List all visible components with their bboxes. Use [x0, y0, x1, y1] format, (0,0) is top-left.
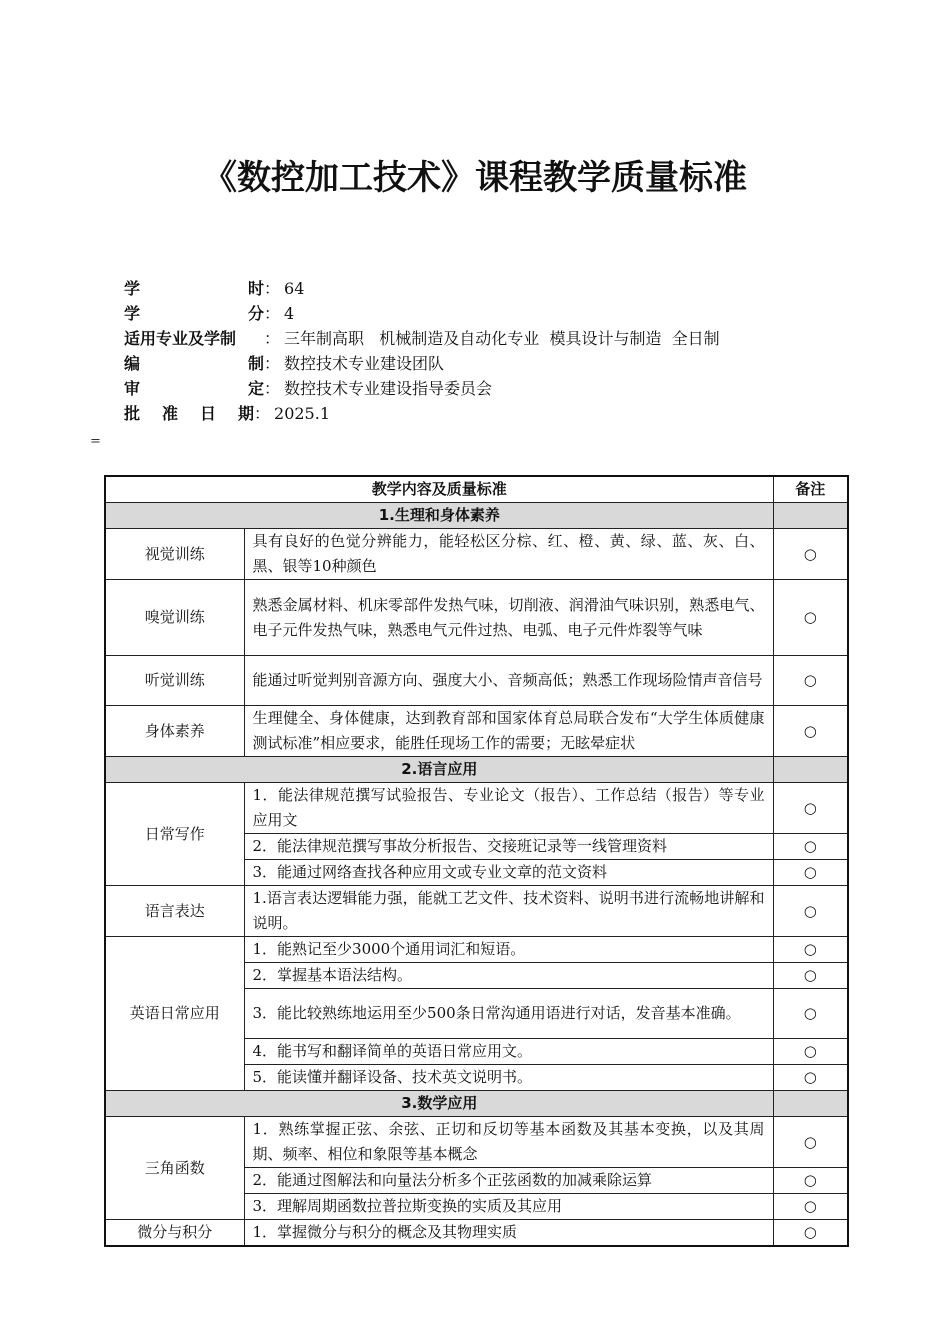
meta-value: 数控技术专业建设团队 [284, 354, 445, 373]
meta-colon: ： [264, 279, 281, 298]
label-char: 编 [124, 354, 141, 373]
category-cell: 语言表达 [105, 886, 244, 937]
category-cell: 嗅觉训练 [105, 580, 244, 656]
document-title: 《数控加工技术》课程教学质量标准 [203, 158, 747, 198]
content-cell: 2．能法律规范撰写事故分析报告、交接班记录等一线管理资料 [244, 834, 773, 860]
meta-colon: ： [254, 404, 271, 423]
section-row [105, 757, 848, 783]
content-cell: 2．能通过图解法和向量法分析多个正弦函数的加减乘除运算 [244, 1168, 773, 1194]
category-cell: 听觉训练 [105, 656, 244, 706]
content-cell: 1.语言表达逻辑能力强，能就工艺文件、技术资料、说明书进行流畅地讲解和说明。 [244, 886, 773, 937]
label-char: 分 [247, 304, 264, 323]
meta-major [124, 326, 720, 351]
content-cell: 3．理解周期函数拉普拉斯变换的实质及其应用 [244, 1194, 773, 1220]
content-cell: 1．能熟记至少3000个通用词汇和短语。 [244, 937, 773, 963]
meta-label [124, 376, 264, 401]
category-cell: 日常写作 [105, 783, 244, 886]
remark-circle: ○ [773, 1168, 848, 1194]
meta-colon: ： [264, 354, 281, 373]
content-cell: 熟悉金属材料、机床零部件发热气味，切削液、润滑油气味识别，熟悉电气、电子元件发热气味，熟悉电气元件过热、电弧、电子元件炸裂等气味 [244, 580, 773, 656]
content-cell: 3．能比较熟练地运用至少500条日常沟通用语进行对话，发音基本准确。 [244, 989, 773, 1039]
category-cell: 身体素养 [105, 706, 244, 757]
section-title: 3.数学应用 [105, 1091, 773, 1117]
content-cell: 生理健全、身体健康，达到教育部和国家体育总局联合发布“大学生体质健康测试标准”相应要求，能胜任现场工作的需要；无眩晕症状 [244, 706, 773, 757]
remark-circle: ○ [773, 963, 848, 989]
content-cell: 5．能读懂并翻译设备、技术英文说明书。 [244, 1065, 773, 1091]
meta-value: 4 [284, 304, 295, 323]
section-row [105, 1091, 848, 1117]
meta-colon: ： [264, 304, 281, 323]
category-cell: 视觉训练 [105, 529, 244, 580]
content-cell: 1．熟练掌握正弦、余弦、正切和反切等基本函数及其基本变换，以及其周期、频率、相位和象限等基本概念 [244, 1117, 773, 1168]
remark-circle: ○ [773, 937, 848, 963]
label-char: 批 [124, 404, 141, 423]
meta-credits [124, 301, 720, 326]
remark-circle: ○ [773, 886, 848, 937]
meta-colon: ： [264, 379, 281, 398]
course-meta [124, 276, 720, 426]
table-row [105, 886, 848, 937]
remark-circle: ○ [773, 1194, 848, 1220]
remark-circle: ○ [773, 989, 848, 1039]
meta-value: 2025.1 [274, 404, 330, 423]
table-row [105, 937, 848, 963]
quality-standard-table [104, 475, 849, 1247]
section-row [105, 503, 848, 529]
label-char: 期 [237, 404, 254, 423]
meta-reviewer [124, 376, 720, 401]
table-row [105, 656, 848, 706]
category-cell: 三角函数 [105, 1117, 244, 1220]
remark-circle: ○ [773, 706, 848, 757]
remark-circle: ○ [773, 783, 848, 834]
remark-circle: ○ [773, 1039, 848, 1065]
content-cell: 1．掌握微分与积分的概念及其物理实质 [244, 1220, 773, 1247]
section-title: 2.语言应用 [105, 757, 773, 783]
table-row [105, 783, 848, 834]
label-char: 学 [124, 279, 141, 298]
category-cell: 英语日常应用 [105, 937, 244, 1091]
stray-mark: = [90, 434, 101, 449]
section-title: 1.生理和身体素养 [105, 503, 773, 529]
remark-circle: ○ [773, 834, 848, 860]
remark-circle: ○ [773, 1220, 848, 1247]
content-cell: 2．掌握基本语法结构。 [244, 963, 773, 989]
meta-label [124, 351, 264, 376]
content-cell: 4．能书写和翻译简单的英语日常应用文。 [244, 1039, 773, 1065]
header-content: 教学内容及质量标准 [105, 476, 773, 503]
table-row [105, 529, 848, 580]
label-char: 学 [124, 304, 141, 323]
label-char: 日 [199, 404, 216, 423]
header-remark: 备注 [773, 476, 848, 503]
section-remark-empty [773, 1091, 848, 1117]
meta-author [124, 351, 720, 376]
meta-value: 数控技术专业建设指导委员会 [284, 379, 493, 398]
content-cell: 1．能法律规范撰写试验报告、专业论文（报告）、工作总结（报告）等专业应用文 [244, 783, 773, 834]
remark-circle: ○ [773, 1065, 848, 1091]
label-char: 时 [247, 279, 264, 298]
meta-label [124, 276, 264, 301]
remark-circle: ○ [773, 580, 848, 656]
label-char: 适用专业及学制 [124, 329, 237, 348]
meta-hours [124, 276, 720, 301]
label-char: 准 [161, 404, 178, 423]
meta-value: 三年制高职 机械制造及自动化专业 模具设计与制造 全日制 [284, 329, 720, 348]
meta-label [124, 401, 264, 426]
meta-colon: ： [264, 329, 281, 348]
label-char: 审 [124, 379, 141, 398]
remark-circle: ○ [773, 1117, 848, 1168]
table-row [105, 706, 848, 757]
table-row [105, 580, 848, 656]
meta-approval-date [124, 401, 720, 426]
remark-circle: ○ [773, 529, 848, 580]
table-header-row [105, 476, 848, 503]
content-cell: 3．能通过网络查找各种应用文或专业文章的范文资料 [244, 860, 773, 886]
content-cell: 能通过听觉判别音源方向、强度大小、音频高低；熟悉工作现场险情声音信号 [244, 656, 773, 706]
content-cell: 具有良好的色觉分辨能力，能轻松区分棕、红、橙、黄、绿、蓝、灰、白、黑、银等10种颜色 [244, 529, 773, 580]
table-row [105, 1117, 848, 1168]
section-remark-empty [773, 757, 848, 783]
category-cell: 微分与积分 [105, 1220, 244, 1247]
remark-circle: ○ [773, 656, 848, 706]
section-remark-empty [773, 503, 848, 529]
meta-label [124, 301, 264, 326]
meta-label [124, 326, 264, 351]
label-char: 制 [247, 354, 264, 373]
label-char: 定 [247, 379, 264, 398]
table-row [105, 1220, 848, 1247]
meta-value: 64 [284, 279, 305, 298]
remark-circle: ○ [773, 860, 848, 886]
